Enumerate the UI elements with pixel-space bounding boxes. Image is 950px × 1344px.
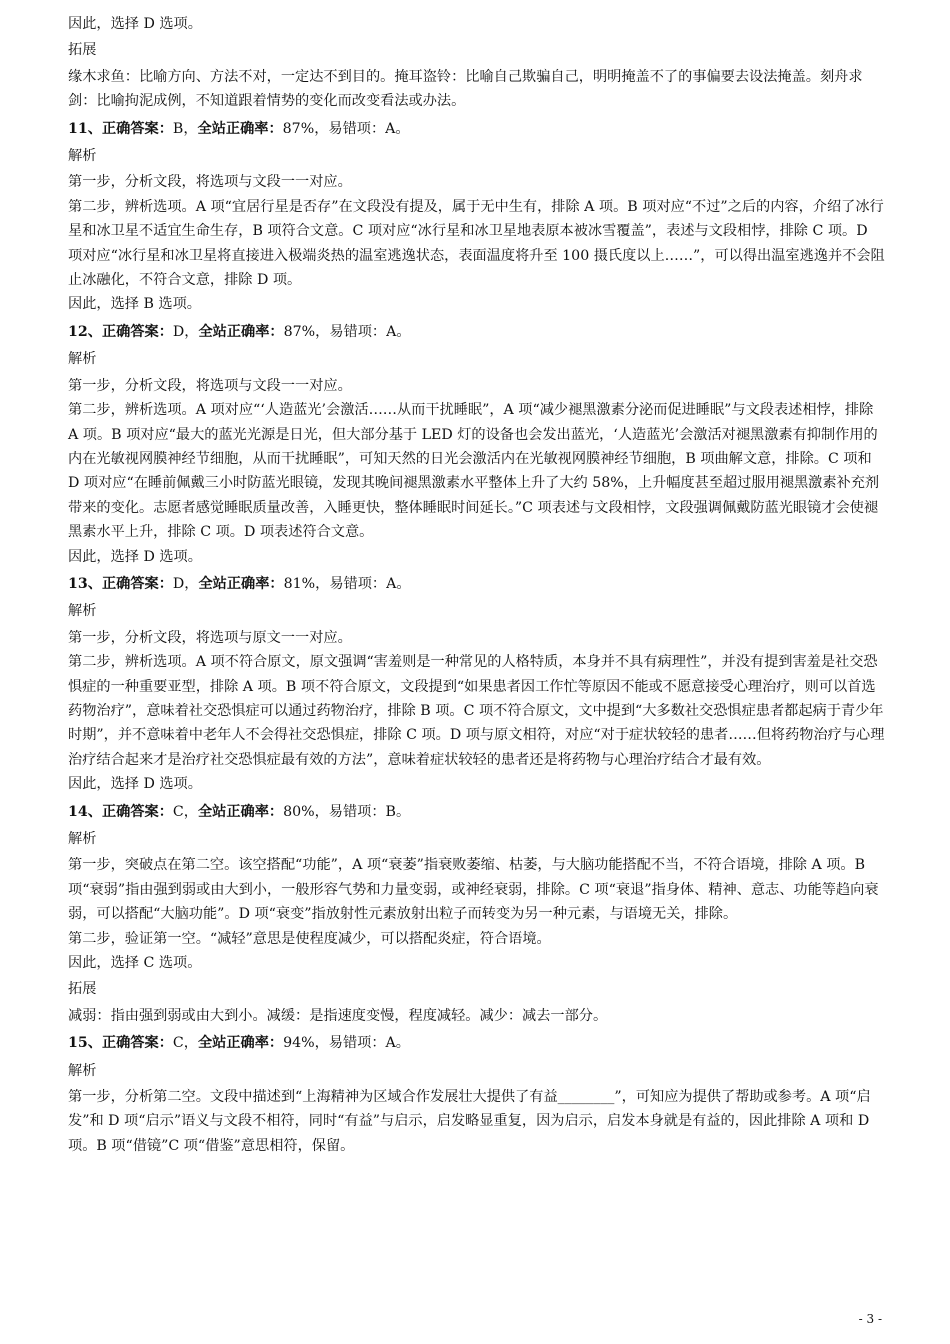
rate-value: 81%，易错项：A。 [283, 575, 411, 592]
question-number: 14、 [68, 803, 102, 820]
rate-value: 87%，易错项：A。 [283, 323, 411, 340]
step-one: 第一步，分析文段，将选项与原文一一对应。 [68, 629, 352, 646]
analysis-label: 解析 [68, 351, 97, 368]
answer-label: 正确答案： [101, 575, 173, 592]
answer-value: D， [172, 575, 199, 592]
step-one: 第一步，突破点在第二空。该空搭配“功能”，A 项“衰萎”指衰败萎缩、枯萎，与大脑功能搭配不当，不符合语境，排除 A 项。B 项“衰弱”指由强到弱或由大到小，一般形容气势和力量变弱，或神经衰弱，排除。C 项“衰退”指身体、精神、意志、功能等趋向衰弱，可以搭配“大脑功能”。D 项“衰变”指放射性元素放射出粒子而转变为另一种元素，与语境无关，排除。 [68, 857, 879, 923]
analysis-label: 解析 [68, 1062, 97, 1079]
question-number: 13、 [68, 575, 102, 592]
step-one: 第一步，分析文段，将选项与文段一一对应。 [68, 174, 352, 191]
question-header-13 [68, 572, 886, 596]
question-header-11 [68, 117, 886, 141]
question-number: 12、 [68, 323, 102, 340]
rate-value: 94%，易错项：A。 [283, 1035, 410, 1052]
answer-value: D， [172, 323, 199, 340]
rate-label: 全站正确率： [197, 803, 284, 820]
step-one [68, 1085, 886, 1158]
conclusion-line: 因此，选择 D 选项。 [68, 16, 202, 32]
question-header-15 [68, 1031, 886, 1055]
step-one: 第一步，分析文段，将选项与文段一一对应。 [68, 377, 352, 394]
rate-value: 80%，易错项：B。 [283, 803, 411, 820]
step-one-part-a: 第一步，分析第二空。文段中描述到“上海精神为区域合作发展壮大提供了有益 [68, 1089, 558, 1106]
answer-value: B， [172, 120, 198, 137]
answer-label: 正确答案： [101, 120, 173, 137]
answer-label: 正确答案： [101, 803, 173, 820]
extension-text: 缘木求鱼：比喻方向、方法不对，一定达不到目的。掩耳盗铃：比喻自己欺骗自己，明明掩盖不了的事偏要去设法掩盖。刻舟求剑：比喻拘泥成例，不知道跟着情势的变化而改变看法或办法。 [68, 68, 863, 110]
extension-text: 减弱：指由强到弱或由大到小。减缓：是指速度变慢，程度减轻。减少：减去一部分。 [68, 1007, 608, 1024]
conclusion-line: 因此，选择 C 选项。 [68, 955, 202, 972]
step-one-part-b: ”，可知应为提供了帮助或参考。A 项“启发”和 D 项“启示”语义与文段不相符，同时“有益”与启示，启发略显重复，因为启示，启发本身就是有益的，因此排除 A 项和 D 项。B 项“借镜”C 项“借鉴”意思相符，保留。 [68, 1089, 871, 1154]
answer-label: 正确答案： [101, 1035, 173, 1052]
step-two: 第二步，验证第一空。“减轻”意思是使程度减少，可以搭配炎症，符合语境。 [68, 930, 551, 947]
question-number: 15、 [68, 1035, 102, 1052]
rate-label: 全站正确率： [198, 323, 284, 340]
page-number: - 3 - [858, 1312, 882, 1326]
analysis-label: 解析 [68, 603, 97, 620]
conclusion-line: 因此，选择 B 选项。 [68, 296, 201, 313]
answer-value: C， [172, 1035, 198, 1052]
step-two: 第二步，辨析选项。A 项“宜居行星是否存”在文段没有提及，属于无中生有，排除 A 项。B 项对应“不过”之后的内容，介绍了冰行星和冰卫星不适宜生命生存，B 项符合文意。C 项对应“冰行星和冰卫星地表原本被冰雪覆盖”，表述与文段相悖，排除 C 项。D 项对应“冰行星和冰卫星将直接进入极端炎热的温室逃逸状态，表面温度将升至 100 摄氏度以上……”，可以得出温室逃逸并不会阻止冰融化，不符合文意，排除 D 项。 [68, 198, 885, 289]
answer-value: C， [172, 803, 198, 820]
question-header-14 [68, 800, 886, 824]
rate-label: 全站正确率： [197, 1035, 284, 1052]
analysis-label: 解析 [68, 831, 97, 847]
extension-label: 拓展 [68, 42, 97, 59]
conclusion-line: 因此，选择 D 选项。 [68, 776, 202, 793]
answer-label: 正确答案： [101, 323, 173, 340]
extension-label: 拓展 [68, 981, 97, 998]
fill-in-blank: ________ [557, 1089, 615, 1106]
analysis-label: 解析 [68, 148, 97, 165]
question-header-12 [68, 320, 886, 344]
rate-label: 全站正确率： [198, 575, 284, 592]
question-number: 11、 [68, 120, 102, 137]
conclusion-line: 因此，选择 D 选项。 [68, 548, 202, 565]
step-two: 第二步，辨析选项。A 项对应“‘人造蓝光’会激活……从而干扰睡眠”，A 项“减少褪黑激素分泌而促进睡眠”与文段表述相悖，排除 A 项。B 项对应“最大的蓝光光源是日光，但大部分基于 LED 灯的设备也会发出蓝光，‘人造蓝光’会激活对褪黑激素有抑制作用的内在光敏视网膜神经节细胞，从而干扰睡眠”，可知天然的日光会激活内在光敏视网膜神经节细胞，B 项曲解文意，排除。C 项和 D 项对应“在睡前佩戴三小时防蓝光眼镜，发现其晚间褪黑激素水平整体上升了大约 58%，上升幅度甚至超过服用褪黑激素补充剂带来的变化。志愿者感觉睡眠质量改善，入睡更快，整体睡眠时间延长。”C 项表述与文段相悖，文段强调佩戴防蓝光眼镜才会使褪黑素水平上升，排除 C 项。D 项表述符合文意。 [68, 402, 880, 541]
step-two: 第二步，辨析选项。A 项不符合原文，原文强调“害羞则是一种常见的人格特质，本身并不具有病理性”，并没有提到害羞是社交恐惧症的一种重要亚型，排除 A 项。B 项不符合原文，文段提到“如果患者因工作忙等原因不能或不愿意接受心理治疗，则可以首选药物治疗”，意味着社交恐惧症可以通过药物治疗，排除 B 项。C 项不符合原文，文中提到“大多数社交恐惧症患者都起病于青少年时期”，并不意味着中老年人不会得社交恐惧症，排除 C 项。D 项与原文相符，对应“对于症状较轻的患者……但将药物治疗与心理治疗结合起来才是治疗社交恐惧症最有效的方法”，意味着症状较轻的患者还是将药物与心理治疗结合才最有效。 [68, 654, 885, 768]
rate-label: 全站正确率： [197, 120, 283, 137]
document-page [68, 12, 886, 1158]
rate-value: 87%，易错项：A。 [282, 120, 410, 137]
